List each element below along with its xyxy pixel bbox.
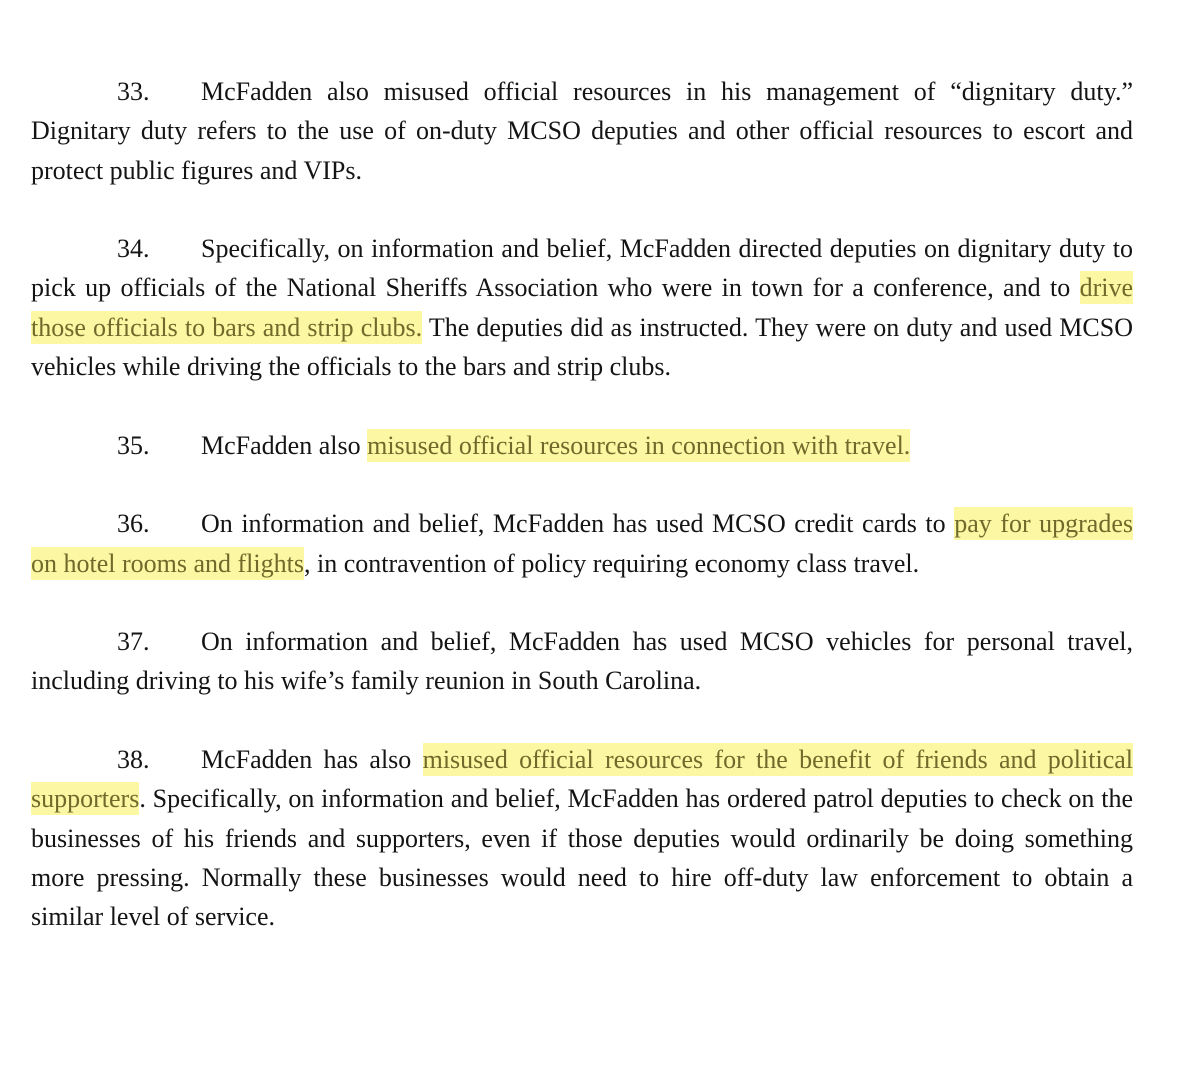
paragraph-text: On information and belief, McFadden has used MCSO vehicles for personal travel, including driving to his wife’s family reunion in South Carolina. — [31, 627, 1133, 696]
paragraph-number: 38. — [117, 745, 150, 775]
paragraph-35 — [31, 426, 1133, 465]
paragraph-text: , in contravention of policy requiring economy class travel. — [303, 548, 920, 578]
highlighted-text: misused official resources for the benefit of friends and political supporters — [31, 745, 1133, 814]
paragraph-number: 37. — [117, 627, 150, 657]
paragraph-text: McFadden also — [201, 430, 368, 460]
document-page — [31, 72, 1133, 976]
paragraph-text: McFadden has also — [201, 745, 423, 775]
paragraph-38 — [31, 740, 1133, 936]
paragraph-number: 36. — [117, 509, 150, 539]
highlighted-text: misused official resources in connection with travel. — [367, 430, 911, 460]
paragraph-text: Specifically, on information and belief, McFadden directed deputies on dignitary duty to pick up officials of the National Sheriffs Association who were in town for a conference, and to — [31, 234, 1133, 303]
paragraph-number: 33. — [117, 77, 150, 106]
paragraph-33 — [31, 72, 1133, 190]
paragraph-36 — [31, 504, 1133, 583]
paragraph-number: 34. — [117, 234, 150, 264]
paragraph-text: McFadden also misused official resources in his management of “dignitary duty.” Dignitary duty refers to the use of on-duty MCSO deputies and other official resources to escort and protect public figures and VIPs. — [31, 77, 1133, 185]
highlighted-text: pay for upgrades on hotel rooms and flights — [31, 509, 1134, 578]
paragraph-34 — [31, 229, 1133, 386]
paragraph-number: 35. — [117, 430, 150, 460]
paragraph-text: . Specifically, on information and belief, McFadden has ordered patrol deputies to check on the businesses of his friends and supporters, even if those deputies would ordinarily be doing something more pressing. Normally these businesses would need to hire off-duty law enforcement to obtain a similar level of service. — [31, 784, 1133, 932]
paragraph-37 — [31, 622, 1133, 701]
paragraph-text: The deputies did as instructed. They were on duty and used MCSO vehicles while driving the officials to the bars and strip clubs. — [31, 312, 1133, 382]
paragraph-text: On information and belief, McFadden has used MCSO credit cards to — [201, 509, 955, 539]
highlighted-text: drive those officials to bars and strip clubs. — [31, 273, 1133, 342]
